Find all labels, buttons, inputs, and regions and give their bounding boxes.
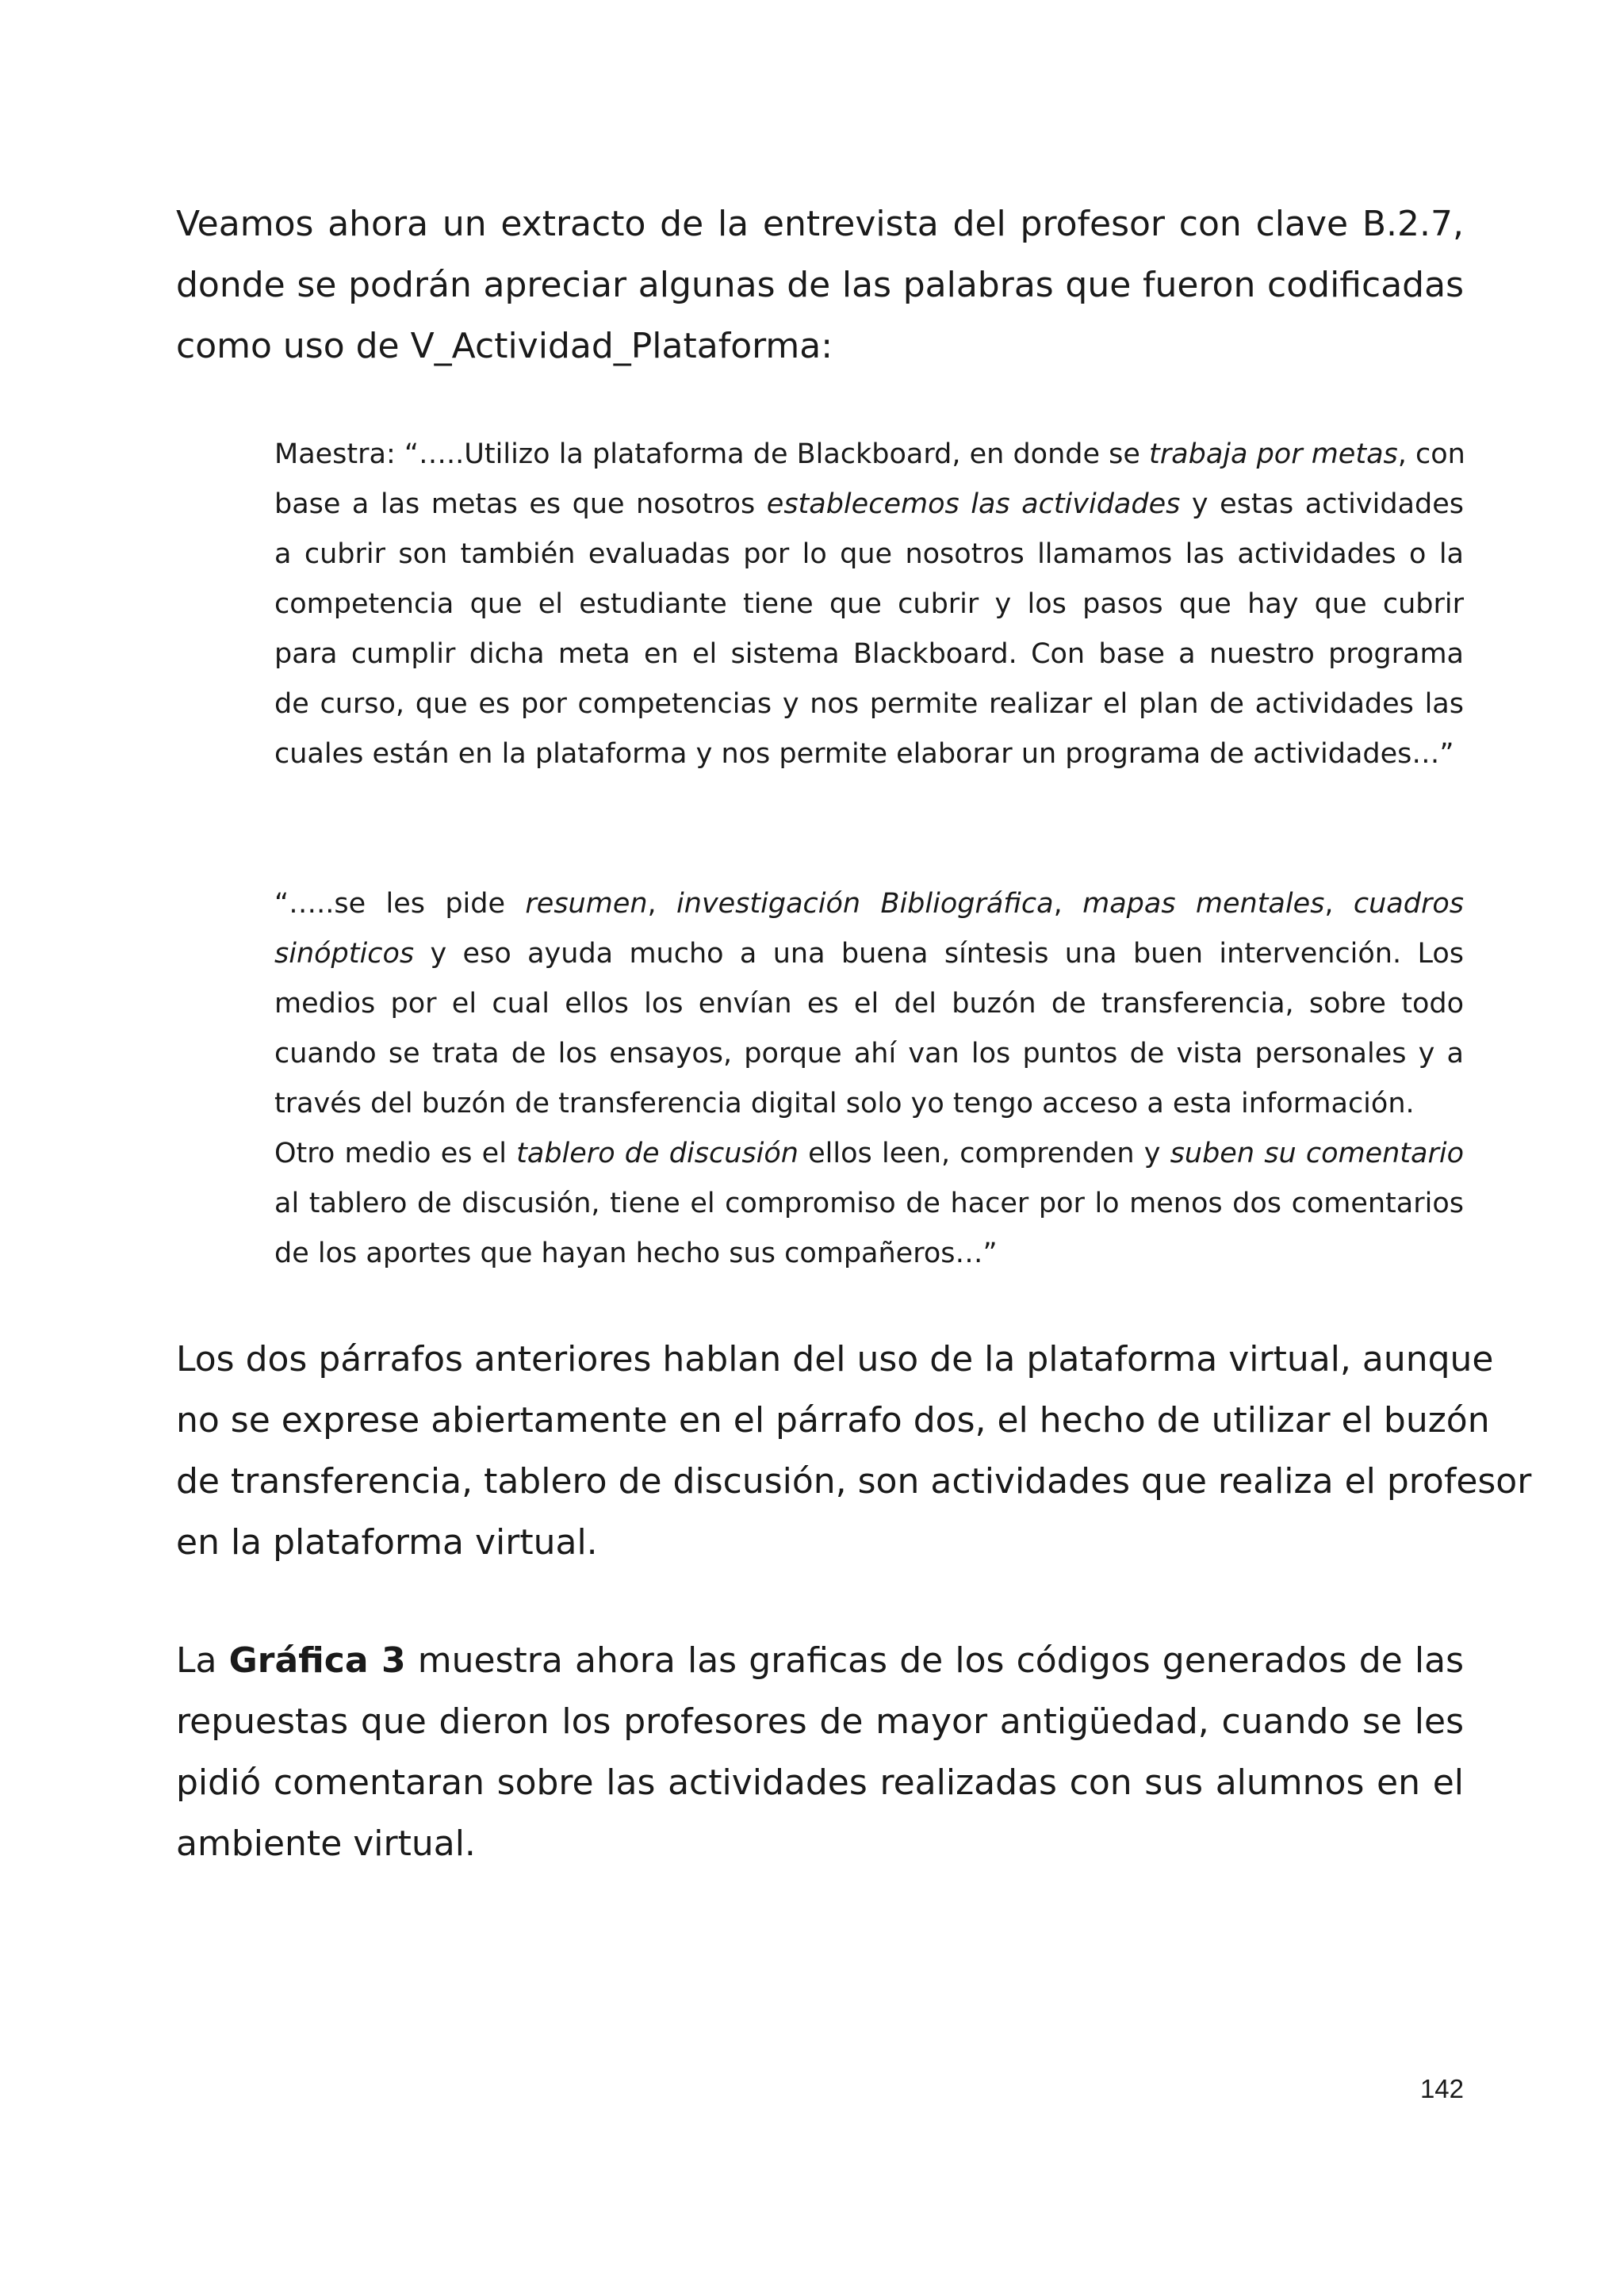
- text-line: repuestas que dieron los profesores de mayor antigüedad, cuando se les: [176, 1701, 1464, 1742]
- quote-line: a cubrir son también evaluadas por lo que nosotros llamamos las actividades o la: [274, 538, 1464, 570]
- text-line: en la plataforma virtual.: [176, 1522, 598, 1563]
- interview-quote-2: [274, 879, 1464, 1279]
- text-line: pidió comentaran sobre las actividades realizadas con sus alumnos en el: [176, 1762, 1464, 1803]
- text-line: ambiente virtual.: [176, 1823, 476, 1864]
- text-line: no se exprese abiertamente en el párrafo dos, el hecho de utilizar el buzón: [176, 1400, 1490, 1441]
- interview-quote-1: [274, 430, 1464, 779]
- quote-line: cuando se trata de los ensayos, porque ahí van los puntos de vista personales y a: [274, 1038, 1464, 1070]
- quote-line: sinópticos y eso ayuda mucho a una buena síntesis una buen intervención. Los: [274, 938, 1464, 970]
- analysis-paragraph: [176, 1329, 1532, 1573]
- figure-reference: Gráfica 3: [228, 1640, 406, 1681]
- text-line: Veamos ahora un extracto de la entrevista del profesor con clave B.2.7,: [176, 204, 1464, 244]
- quote-line: medios por el cual ellos los envían es el del buzón de transferencia, sobre todo: [274, 988, 1464, 1020]
- text-line: como uso de V_Actividad_Plataforma:: [176, 326, 833, 366]
- text-line: donde se podrán apreciar algunas de las palabras que fueron codificadas: [176, 265, 1464, 305]
- intro-paragraph: [176, 193, 1464, 377]
- text-line: La Gráfica 3 muestra ahora las graficas de los códigos generados de las: [176, 1640, 1464, 1681]
- quote-line: base a las metas es que nosotros establecemos las actividades y estas actividades: [274, 488, 1464, 520]
- chart-reference-paragraph: [176, 1630, 1464, 1874]
- quote-line: de curso, que es por competencias y nos permite realizar el plan de actividades las: [274, 688, 1464, 720]
- quote-line: competencia que el estudiante tiene que cubrir y los pasos que hay que cubrir: [274, 588, 1464, 620]
- quote-line: “…..se les pide resumen, investigación Bibliográfica, mapas mentales, cuadros: [274, 888, 1464, 920]
- text-line: Los dos párrafos anteriores hablan del uso de la plataforma virtual, aunque: [176, 1339, 1494, 1380]
- quote-line: Otro medio es el tablero de discusión ellos leen, comprenden y suben su comentario: [274, 1138, 1465, 1169]
- quote-line: cuales están en la plataforma y nos permite elaborar un programa de actividades…”: [274, 738, 1454, 770]
- quote-line: través del buzón de transferencia digital solo yo tengo acceso a esta información.: [274, 1088, 1415, 1119]
- quote-line: al tablero de discusión, tiene el compromiso de hacer por lo menos dos comentarios: [274, 1188, 1464, 1219]
- text-line: de transferencia, tablero de discusión, son actividades que realiza el profesor: [176, 1461, 1532, 1502]
- quote-line: para cumplir dicha meta en el sistema Blackboard. Con base a nuestro programa: [274, 638, 1464, 670]
- quote-line: de los aportes que hayan hecho sus compañeros…”: [274, 1238, 998, 1269]
- page-number: 142: [1419, 2074, 1464, 2103]
- quote-line: Maestra: “…..Utilizo la plataforma de Blackboard, en donde se trabaja por metas, con: [274, 438, 1465, 470]
